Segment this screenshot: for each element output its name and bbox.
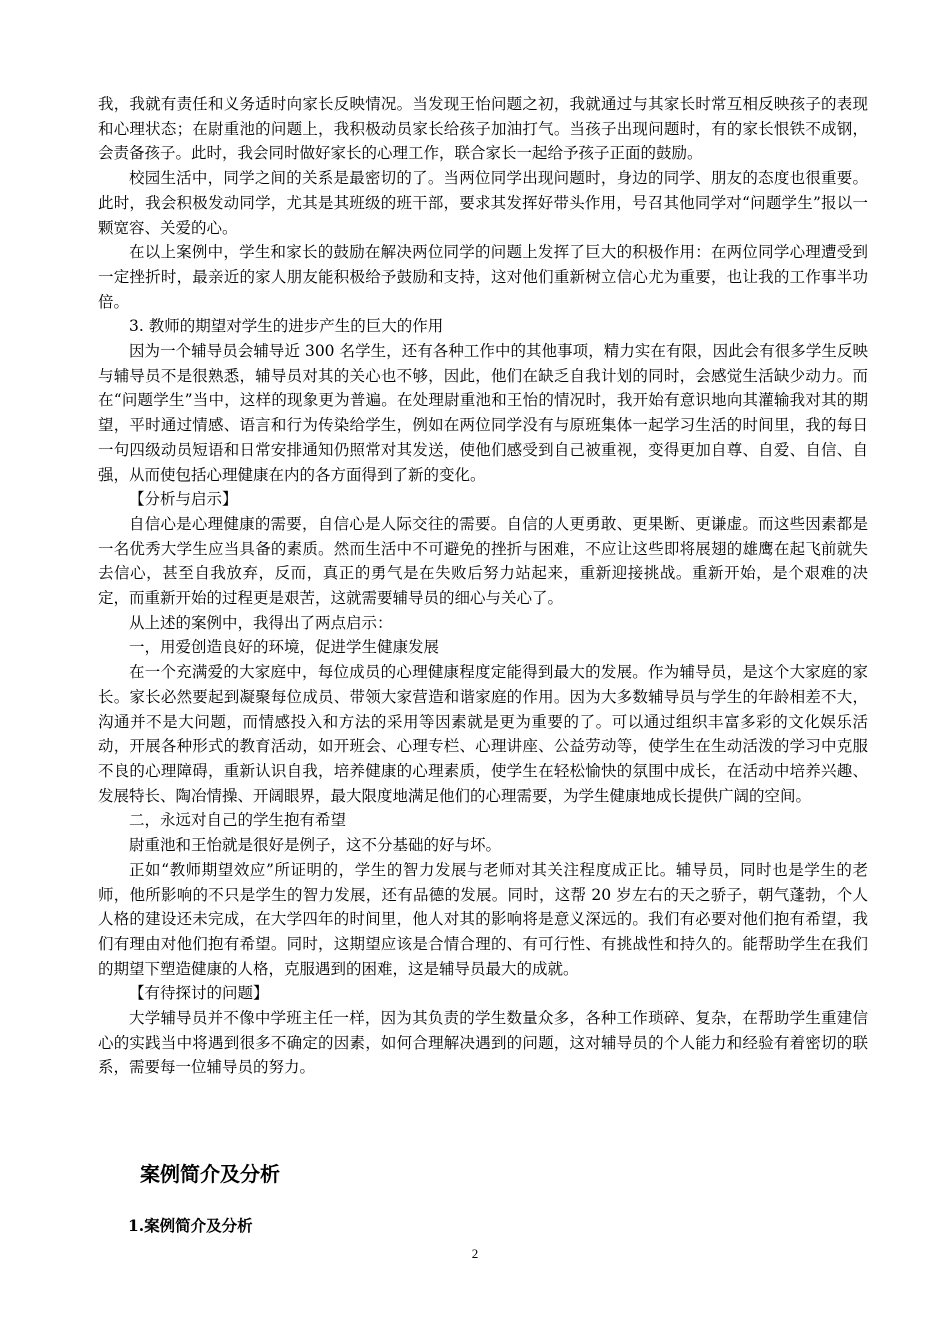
paragraph: 在以上案例中，学生和家长的鼓励在解决两位同学的问题上发挥了巨大的积极作用：在两位同学心理遭受到一定挫折时，最亲近的家人朋友能积极给予鼓励和支持，这对他们重新树立信心尤为重要，也让我的工作事半功倍。 bbox=[98, 243, 868, 311]
subheading: 一，用爱创造良好的环境，促进学生健康发展 bbox=[129, 638, 440, 657]
page-number: 2 bbox=[471, 1246, 479, 1261]
bracket-heading: 【有待探讨的问题】 bbox=[129, 984, 269, 1003]
paragraph: 在一个充满爱的大家庭中，每位成员的心理健康程度定能得到最大的发展。作为辅导员，是这个大家庭的家长。家长必然要起到凝聚每位成员、带领大家营造和谐家庭的作用。因为大多数辅导员与学生的年龄相差不大，沟通并不是大问题，而情感投入和方法的采用等因素就是更为重要的了。可以通过组织丰富多彩的文化娱乐活动，开展各种形式的教育活动，如开班会、心理专栏、心理讲座、公益劳动等，使学生在生动活泼的学习中克服不良的心理障碍，重新认识自我，培养健康的心理素质，使学生在轻松愉快的氛围中成长，在活动中培养兴趣、发展特长、陶冶情操、开阔眼界，最大限度地满足他们的心理需要，为学生健康地成长提供广阔的空间。 bbox=[98, 663, 868, 805]
paragraph: 尉重池和王怡就是很好是例子，这不分基础的好与坏。 bbox=[129, 836, 502, 855]
paragraph: 因为一个辅导员会辅导近 300 名学生，还有各种工作中的其他事项，精力实在有限，因此会有很多学生反映与辅导员不是很熟悉，辅导员对其的关心也不够，因此，他们在缺乏自我计划的同时，会感觉生活缺少动力。而在“问题学生”当中，这样的现象更为普遍。在处理尉重池和王怡的情况时，我开始有意识地向其灌输我对其的期望，平时通过情感、语言和行为传染给学生，例如在两位同学没有与原班集体一起学习生活的时间里，我的每日一句四级动员短语和日常安排通知仍照常对其发送，使他们感受到自己被重视，变得更加自尊、自爱、自信、自强，从而使包括心理健康在内的各方面得到了新的变化。 bbox=[98, 342, 868, 484]
paragraph: 正如“教师期望效应”所证明的，学生的智力发展与老师对其关注程度成正比。辅导员，同时也是学生的老师，他所影响的不只是学生的智力发展，还有品德的发展。同时，这帮 20 岁左右的天之骄子，朝气蓬勃，个人人格的建设还未完成，在大学四年的时间里，他人对其的影响将是意义深远的。我们有必要对他们抱有希望，我们有理由对他们抱有希望。同时，这期望应该是合情合理的、有可行性、有挑战性和持久的。能帮助学生在我们的期望下塑造健康的人格，克服遇到的困难，这是辅导员最大的成就。 bbox=[98, 860, 868, 978]
sub-title: 1.案例简介及分析 bbox=[128, 1216, 253, 1235]
paragraph: 校园生活中，同学之间的关系是最密切的了。当两位同学出现问题时，身边的同学、朋友的态度也很重要。此时，我会积极发动同学，尤其是其班级的班干部，要求其发挥好带头作用，号召其他同学对“问题学生”报以一颗宽容、关爱的心。 bbox=[98, 169, 868, 237]
paragraph: 从上述的案例中，我得出了两点启示： bbox=[129, 613, 393, 632]
section-title: 案例简介及分析 bbox=[140, 1162, 280, 1186]
bracket-heading: 【分析与启示】 bbox=[129, 490, 238, 509]
subheading: 3. 教师的期望对学生的进步产生的巨大的作用 bbox=[129, 317, 444, 336]
paragraph: 自信心是心理健康的需要，自信心是人际交往的需要。自信的人更勇敢、更果断、更谦虚。而这些因素都是一名优秀大学生应当具备的素质。然而生活中不可避免的挫折与困难，不应让这些即将展翅的雄鹰在起飞前就失去信心，甚至自我放弃，反而，真正的勇气是在失败后努力站起来，重新迎接挑战。重新开始，是个艰难的决定，而重新开始的过程更是艰苦，这就需要辅导员的细心与关心了。 bbox=[98, 514, 868, 608]
body-text bbox=[98, 92, 868, 1080]
subheading: 二，永远对自己的学生抱有希望 bbox=[129, 811, 347, 830]
paragraph: 我，我就有责任和义务适时向家长反映情况。当发现王怡问题之初，我就通过与其家长时常互相反映孩子的表现和心理状态；在尉重池的问题上，我积极动员家长给孩子加油打气。当孩子出现问题时，有的家长恨铁不成钢，会责备孩子。此时，我会同时做好家长的心理工作，联合家长一起给予孩子正面的鼓励。 bbox=[98, 95, 868, 163]
paragraph: 大学辅导员并不像中学班主任一样，因为其负责的学生数量众多，各种工作琐碎、复杂，在帮助学生重建信心的实践当中将遇到很多不确定的因素，如何合理解决遇到的问题，这对辅导员的个人能力和经验有着密切的联系，需要每一位辅导员的努力。 bbox=[98, 1009, 868, 1077]
